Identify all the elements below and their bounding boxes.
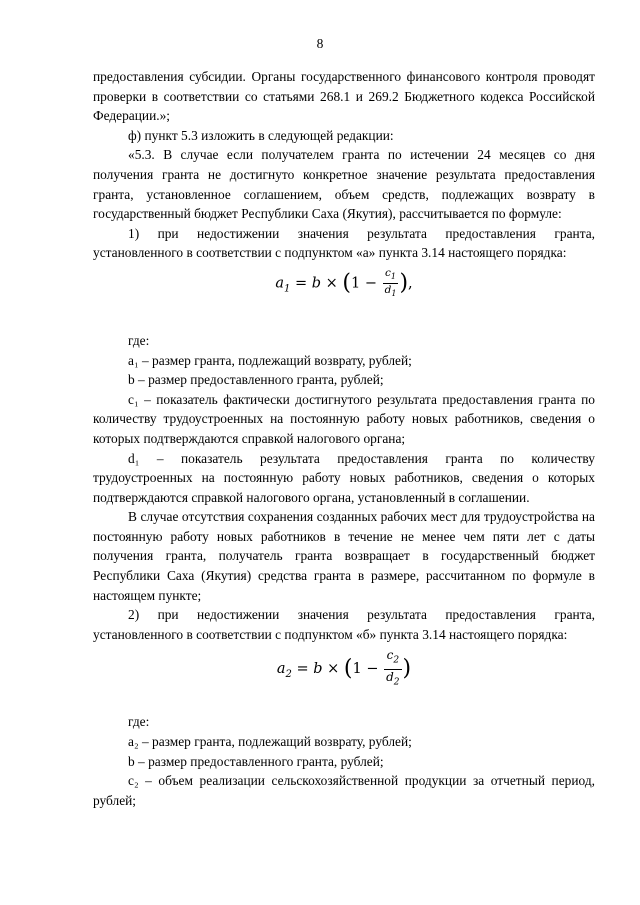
paren-close: ) (402, 656, 412, 682)
paragraph: 1) при недостижении значения результата предоставления гранта, установленного в соответствии с подпунктом «а» пункта 3.14 настоящего порядка: (93, 225, 595, 261)
paragraph: В случае отсутствия сохранения созданных рабочих мест для трудоустройства на постоянную работу новых работников в течение не менее чем пяти лет с даты получения гранта, получатель гранта возвращает в государственный бюджет Республики Саха (Якутия) средства гранта в размере, рассчитанном по формуле в настоящем пункте; (93, 509, 595, 603)
formula-a2 (93, 648, 595, 692)
paren-close: ) (399, 270, 409, 296)
fraction-denominator: $d_2$ (386, 669, 400, 688)
paren-open: ( (342, 270, 352, 296)
definition-item: a₂ – размер гранта, подлежащий возврату, рублей; (128, 734, 412, 750)
where-label: где: (128, 714, 150, 730)
document-body (93, 67, 595, 810)
formula-mid: = b × (290, 275, 343, 292)
formula-lhs-sub: 2 (285, 669, 292, 681)
definition-item: b – размер предоставленного гранта, рублей; (128, 753, 384, 769)
definition-item: a₁ – размер гранта, подлежащий возврату, рублей; (128, 352, 412, 368)
formula-mid: = b × (291, 661, 344, 678)
definition-item: d₁ – показатель результата предоставления гранта по количеству трудоустроенных на постоянную работу новых работников, сведения о которых подтверждаются справкой налогового органа, установленный в соглашении. (93, 450, 595, 505)
formula-one: 1 − (351, 275, 382, 292)
fraction-numerator: $c_2$ (384, 648, 401, 669)
fraction-numerator: $c_1$ (383, 267, 399, 284)
formula-lhs: a (275, 275, 285, 292)
formula-fraction (383, 267, 399, 300)
definition-item: c₂ – объем реализации сельскохозяйственной продукции за отчетный период, рублей; (93, 773, 595, 808)
definition-item: c₁ – показатель фактически достигнутого результата предоставления гранта по количеству трудоустроенных на постоянную работу новых работников, сведения о которых подтверждаются справкой налогового органа; (93, 391, 595, 446)
where-label: где: (128, 332, 150, 348)
formula-one: 1 − (352, 661, 384, 678)
paren-open: ( (343, 656, 353, 682)
definition-item: b – размер предоставленного гранта, рублей; (128, 372, 384, 388)
formula-lhs-sub: 1 (284, 283, 291, 295)
paragraph: «5.3. В случае если получателем гранта по истечении 24 месяцев со дня получения гранта не достигнуто конкретное значение результата предоставления гранта, установленное соглашением, объем средств, подлежащих возврату в государственный бюджет Республики Саха (Якутия), рассчитывается по формуле: (93, 147, 595, 222)
page-number: 8 (316, 36, 324, 51)
paragraph: предоставления субсидии. Органы государственного финансового контроля проводят проверки в соответствии со статьями 268.1 и 269.2 Бюджетного кодекса Российской Федерации.»; (93, 69, 595, 124)
formula-tail: , (408, 275, 413, 292)
formula-lhs: a (276, 661, 286, 678)
formula-fraction (384, 648, 401, 690)
fraction-denominator: $d_1$ (384, 284, 397, 299)
formula-a1 (93, 267, 595, 311)
paragraph: ф) пункт 5.3 изложить в следующей редакции: (128, 127, 394, 143)
paragraph: 2) при недостижении значения результата предоставления гранта, установленного в соответствии с подпунктом «б» пункта 3.14 настоящего порядка: (93, 607, 595, 642)
